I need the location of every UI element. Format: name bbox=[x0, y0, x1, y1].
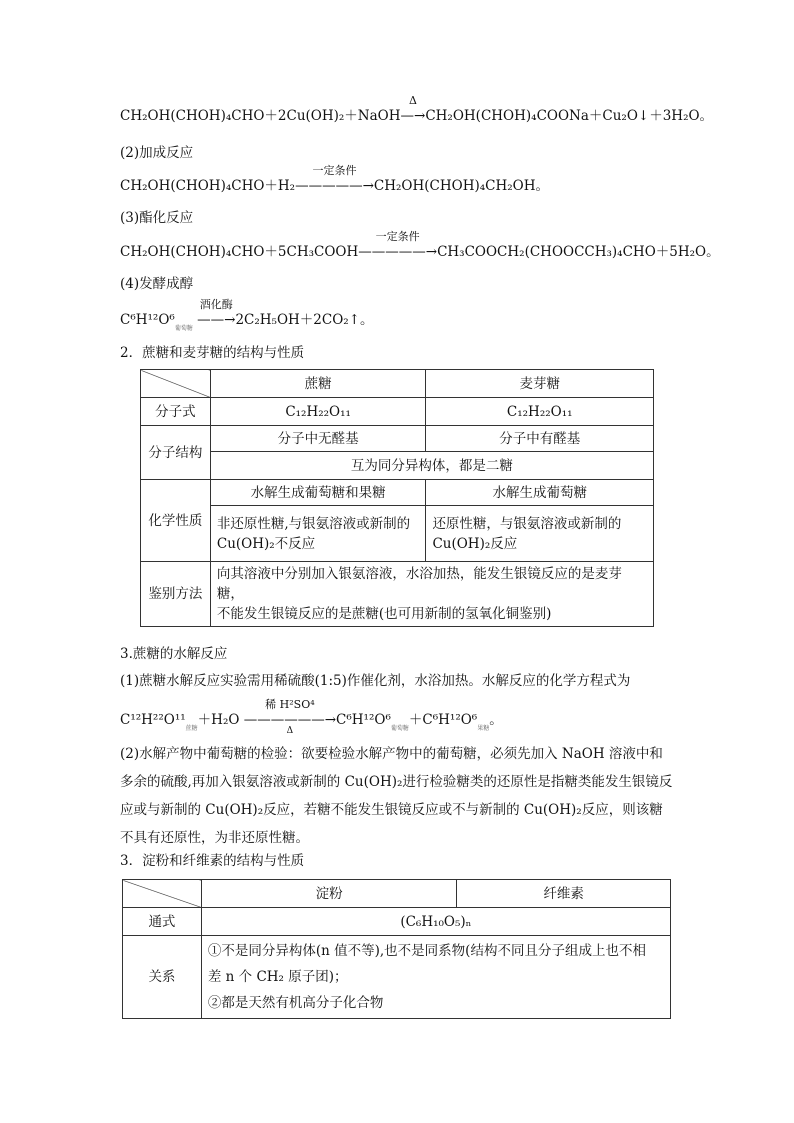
table1-formula-sucrose: C₁₂H₂₂O₁₁ bbox=[210, 398, 426, 426]
table1-formula-maltose: C₁₂H₂₂O₁₁ bbox=[426, 398, 654, 426]
eq3-arrow: 一定条件 —————→ bbox=[358, 230, 438, 260]
eq5-water: ＋H₂O bbox=[197, 712, 240, 728]
eq5-product2: C⁶H¹²O⁶ bbox=[422, 712, 478, 728]
table1-corner-cell bbox=[141, 370, 211, 398]
table1-header-maltose: 麦芽糖 bbox=[426, 370, 654, 398]
eq3-reactants: CH₂OH(CHOH)₄CHO＋5CH₃COOH bbox=[120, 244, 359, 260]
table2-corner-cell bbox=[123, 880, 202, 908]
eq5-reactant-note: 蔗糖 bbox=[185, 725, 198, 732]
table1-structure-maltose: 分子中有醛基 bbox=[426, 426, 654, 452]
eq4-condition: 酒化酶 bbox=[199, 298, 233, 311]
table1-structure-sucrose: 分子中无醛基 bbox=[210, 426, 426, 452]
table1-identification-line2: 不能发生银镜反应的是蔗糖(也可用新制的氢氧化铜鉴别) bbox=[216, 606, 552, 622]
eq2-products: CH₂OH(CHOH)₄CH₂OH。 bbox=[373, 178, 550, 194]
heading-addition: (2)加成反应 bbox=[120, 145, 194, 161]
table1-row-label-identification: 鉴别方法 bbox=[141, 562, 211, 627]
eq4-reactant: C⁶H¹²O⁶ bbox=[120, 312, 175, 328]
eq5-reactant: C¹²H²²O¹¹ bbox=[120, 712, 186, 728]
table1-reducing-sucrose bbox=[210, 506, 426, 562]
eq1-reactants: CH₂OH(CHOH)₄CHO＋2Cu(OH)₂＋NaOH bbox=[120, 108, 401, 124]
table1-reducing-sucrose-line1: 非还原性糖,与银氨溶液或新制的 bbox=[216, 515, 411, 532]
equation-esterification bbox=[120, 230, 720, 261]
table1-reducing-maltose-line2: Cu(OH)₂反应 bbox=[432, 535, 518, 552]
table1-reducing-maltose-line1: 还原性糖，与银氨溶液或新制的 bbox=[432, 515, 622, 532]
starch-cellulose-table bbox=[122, 879, 671, 1019]
heading-fermentation: (4)发酵成醇 bbox=[120, 276, 194, 292]
section-title-sucrose-hydrolysis: 3.蔗糖的水解反应 bbox=[120, 646, 228, 662]
paragraph-glucose-test: (2)水解产物中葡萄糖的检验：欲要检验水解产物中的葡萄糖，必须先加入 NaOH 溶液中和多余的硫酸,再加入银氨溶液或新制的 Cu(OH)₂进行检验糖类的还原性是指糖类能发生银镜反应或与新制的 Cu(OH)₂反应，若糖不能发生银镜反应或不与新制的 Cu(OH)₂反应，则该糖不具有还原性，为非还原性糖。 bbox=[120, 746, 673, 846]
table2-row-label-relation: 关系 bbox=[123, 936, 202, 1019]
eq2-arrow: 一定条件 —————→ bbox=[295, 164, 374, 194]
eq3-products: CH₃COOCH₂(CHOOCCH₃)₄CHO＋5H₂O。 bbox=[437, 244, 720, 260]
table2-header-cellulose: 纤维素 bbox=[457, 880, 671, 908]
table1-identification-line1: 向其溶液中分别加入银氨溶液，水浴加热，能发生银镜反应的是麦芽糖， bbox=[216, 566, 622, 602]
equation-oxidation bbox=[120, 94, 714, 125]
table1-row-label-structure: 分子结构 bbox=[141, 426, 211, 480]
table1-structure-common: 互为同分异构体，都是二糖 bbox=[210, 452, 653, 480]
table2-relation-line3: ②都是天然有机高分子化合物 bbox=[207, 995, 384, 1011]
section-title-starch-cellulose: 3．淀粉和纤维素的结构与性质 bbox=[120, 853, 305, 869]
eq2-condition: 一定条件 bbox=[312, 164, 357, 177]
eq4-products: 2C₂H₅OH＋2CO₂↑。 bbox=[235, 312, 374, 328]
eq1-arrow: Δ —→ bbox=[400, 94, 426, 124]
table2-relation bbox=[201, 936, 670, 1019]
heading-esterification: (3)酯化反应 bbox=[120, 210, 194, 226]
eq4-arrow: 酒化酶 ——→ bbox=[197, 298, 236, 328]
eq1-condition: Δ bbox=[408, 94, 417, 107]
eq4-reactant-note: 葡萄糖 bbox=[174, 325, 193, 332]
table2-relation-line1: ①不是同分异构体(n 值不等),也不是同系物(结构不同且分子组成上也不相 bbox=[207, 943, 646, 959]
table1-reducing-sucrose-line2: Cu(OH)₂不反应 bbox=[216, 535, 316, 552]
table1-header-sucrose: 蔗糖 bbox=[210, 370, 426, 398]
eq5-product2-note: 果糖 bbox=[477, 725, 490, 732]
table1-hydrolysis-maltose: 水解生成葡萄糖 bbox=[426, 480, 654, 506]
eq1-products: CH₂OH(CHOH)₄COONa＋Cu₂O↓＋3H₂O。 bbox=[425, 108, 714, 124]
eq5-condition: 稀 H²SO⁴ bbox=[265, 698, 315, 711]
eq5-heat: Δ bbox=[286, 726, 294, 736]
equation-addition bbox=[120, 164, 550, 195]
sucrose-maltose-table bbox=[140, 369, 654, 627]
equation-hydrolysis bbox=[120, 698, 503, 738]
eq5-product1-note: 葡萄糖 bbox=[390, 725, 409, 732]
eq2-reactants: CH₂OH(CHOH)₄CHO＋H₂ bbox=[120, 178, 296, 194]
eq5-arrow: 稀 H²SO⁴ ——————→ Δ bbox=[244, 711, 336, 729]
paragraph-hydrolysis-intro: (1)蔗糖水解反应实验需用稀硫酸(1:5)作催化剂，水浴加热。水解反应的化学方程式为 bbox=[120, 673, 631, 689]
eq5-plus: ＋ bbox=[408, 712, 423, 728]
table1-row-label-chemical: 化学性质 bbox=[141, 480, 211, 562]
table1-identification bbox=[210, 562, 653, 627]
table1-reducing-maltose bbox=[426, 506, 654, 562]
eq3-condition: 一定条件 bbox=[375, 230, 420, 243]
table2-formula: (C₆H₁₀O₅)ₙ bbox=[201, 908, 670, 936]
table2-relation-line2: 差 n 个 CH₂ 原子团)； bbox=[207, 969, 348, 985]
table1-hydrolysis-sucrose: 水解生成葡萄糖和果糖 bbox=[210, 480, 426, 506]
table2-row-label-formula: 通式 bbox=[123, 908, 202, 936]
section-title-sucrose-maltose: 2．蔗糖和麦芽糖的结构与性质 bbox=[120, 345, 305, 361]
table1-row-label-formula: 分子式 bbox=[141, 398, 211, 426]
equation-fermentation bbox=[120, 298, 374, 338]
eq5-end: 。 bbox=[489, 712, 503, 728]
table2-header-starch: 淀粉 bbox=[201, 880, 457, 908]
eq5-product1: C⁶H¹²O⁶ bbox=[336, 712, 391, 728]
